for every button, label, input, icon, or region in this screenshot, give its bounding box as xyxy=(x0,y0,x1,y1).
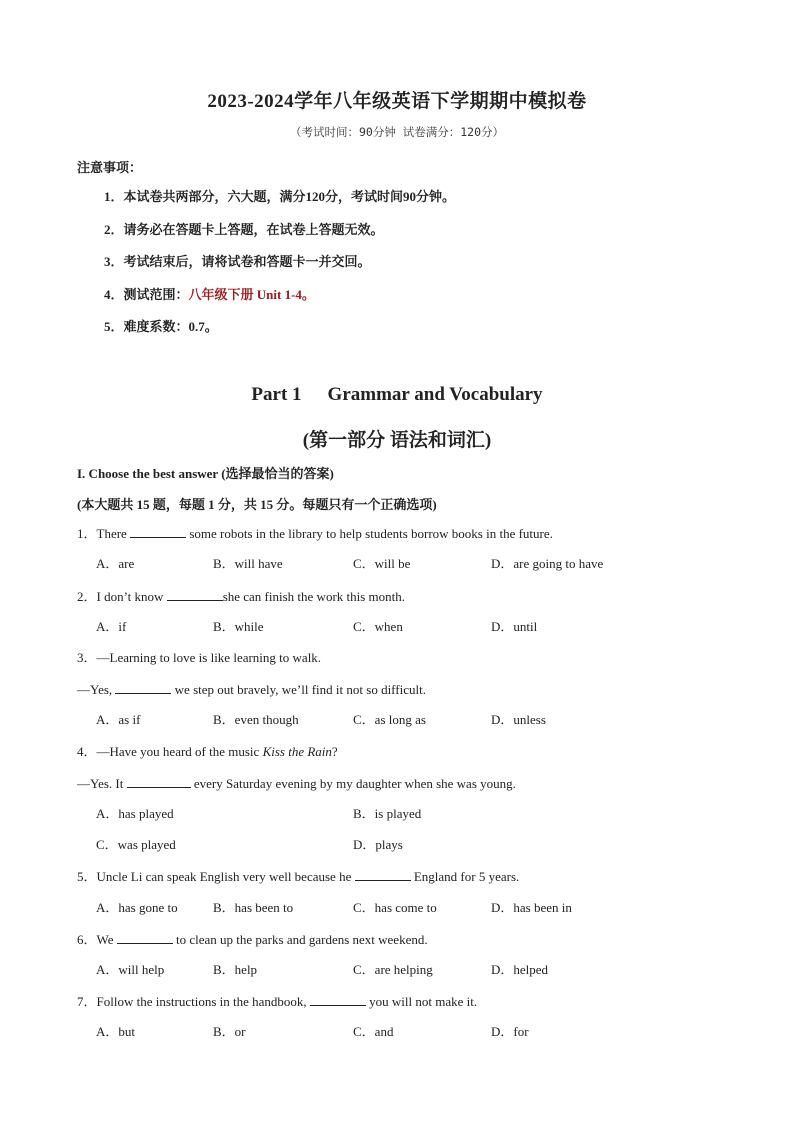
question-7 xyxy=(77,992,477,1011)
question-stem: some robots in the library to help students borrow books in the future. xyxy=(186,526,553,541)
notice-item xyxy=(104,285,455,318)
test-scope: 八年级下册 Unit 1-4。 xyxy=(188,286,315,302)
answer-blank xyxy=(117,930,173,944)
notice-item: 2．请务必在答题卡上答题，在试卷上答题无效。 xyxy=(104,221,384,237)
option-a: A．but xyxy=(96,1024,136,1039)
option-b: B．is played xyxy=(353,806,422,821)
option-a: A．will help xyxy=(96,962,165,977)
option-d: D．for xyxy=(491,1024,529,1039)
question-stem: —Yes. It xyxy=(77,776,127,791)
exam-info: （考试时间：90分钟 试卷满分：120分） xyxy=(289,125,505,139)
question-stem: ? xyxy=(331,744,338,759)
answer-blank xyxy=(355,867,411,881)
answer-blank xyxy=(115,680,171,694)
part-heading xyxy=(0,384,794,406)
question-stem: —Yes, xyxy=(77,682,116,697)
option-a: A．are xyxy=(96,556,135,571)
section-note: (本大题共 15 题，每题 1 分，共 15 分。每题只有一个正确选项) xyxy=(77,497,437,512)
option-d: D．plays xyxy=(353,837,403,852)
option-a: A．has played xyxy=(96,806,174,821)
answer-blank xyxy=(167,587,223,601)
question-stem: we step out bravely, we’ll find it not so difficult. xyxy=(171,682,426,697)
option-d: D．unless xyxy=(491,712,546,727)
option-c: C．has come to xyxy=(353,900,437,915)
music-title: Kiss the Rain xyxy=(262,744,332,759)
question-stem: to clean up the parks and gardens next weekend. xyxy=(172,932,428,947)
option-c: C．and xyxy=(353,1024,394,1039)
option-a: A．has gone to xyxy=(96,900,178,915)
answer-blank xyxy=(130,524,186,538)
notice-item-label: 4．测试范围： xyxy=(104,286,189,302)
option-b: B．help xyxy=(213,962,258,977)
part-heading-cn: (第一部分 语法和词汇) xyxy=(302,430,492,451)
option-d: D．has been in xyxy=(491,900,572,915)
question-5 xyxy=(77,867,519,886)
option-c: C．will be xyxy=(353,556,411,571)
question-stem: every Saturday evening by my daughter when she was young. xyxy=(190,776,516,791)
option-b: B．will have xyxy=(213,556,283,571)
part-number: Part 1 xyxy=(251,384,302,405)
notice-item: 5．难度系数：0.7。 xyxy=(104,319,218,334)
option-c: C．are helping xyxy=(353,962,433,977)
option-d: D．until xyxy=(491,619,538,634)
question-stem: England for 5 years. xyxy=(410,869,520,884)
question-stem: 2．I don’t know xyxy=(77,589,167,604)
question-4-line-2 xyxy=(77,774,516,793)
question-stem: 1．There xyxy=(77,526,131,541)
question-4 xyxy=(77,743,338,761)
question-1 xyxy=(77,524,553,543)
question-3-line-2 xyxy=(77,680,426,699)
page-title: 2023-2024学年八年级英语下学期期中模拟卷 xyxy=(207,91,587,112)
answer-blank xyxy=(310,992,366,1006)
answer-blank xyxy=(127,774,191,788)
question-stem: 6．We xyxy=(77,932,117,947)
option-a: A．if xyxy=(96,619,127,634)
section-heading: I. Choose the best answer (选择最恰当的答案) xyxy=(77,466,334,481)
part-title: Grammar and Vocabulary xyxy=(327,384,543,405)
question-stem: 4．—Have you heard of the music xyxy=(77,744,263,759)
notice-item: 1．本试卷共两部分，六大题，满分120分，考试时间90分钟。 xyxy=(104,189,456,204)
option-d: D．helped xyxy=(491,962,549,977)
option-b: B．or xyxy=(213,1024,246,1039)
option-b: B．has been to xyxy=(213,900,294,915)
option-c: C．when xyxy=(353,619,403,634)
option-b: B．even though xyxy=(213,712,299,727)
notice-heading: 注意事项： xyxy=(77,160,143,175)
notice-list xyxy=(104,187,455,350)
option-c: C．as long as xyxy=(353,712,426,727)
notice-item: 3．考试结束后，请将试卷和答题卡一并交回。 xyxy=(104,254,371,269)
question-2 xyxy=(77,587,405,606)
question-stem: she can finish the work this month. xyxy=(222,589,406,604)
question-stem: you will not make it. xyxy=(365,994,478,1009)
question-6 xyxy=(77,930,428,949)
question-stem: 5．Uncle Li can speak English very well because he xyxy=(77,869,355,884)
option-c: C．was played xyxy=(96,837,176,852)
option-d: D．are going to have xyxy=(491,556,604,571)
option-a: A．as if xyxy=(96,712,141,727)
option-b: B．while xyxy=(213,619,264,634)
question-stem: 7．Follow the instructions in the handbook, xyxy=(77,994,310,1009)
question-3: 3．—Learning to love is like learning to walk. xyxy=(77,650,322,665)
